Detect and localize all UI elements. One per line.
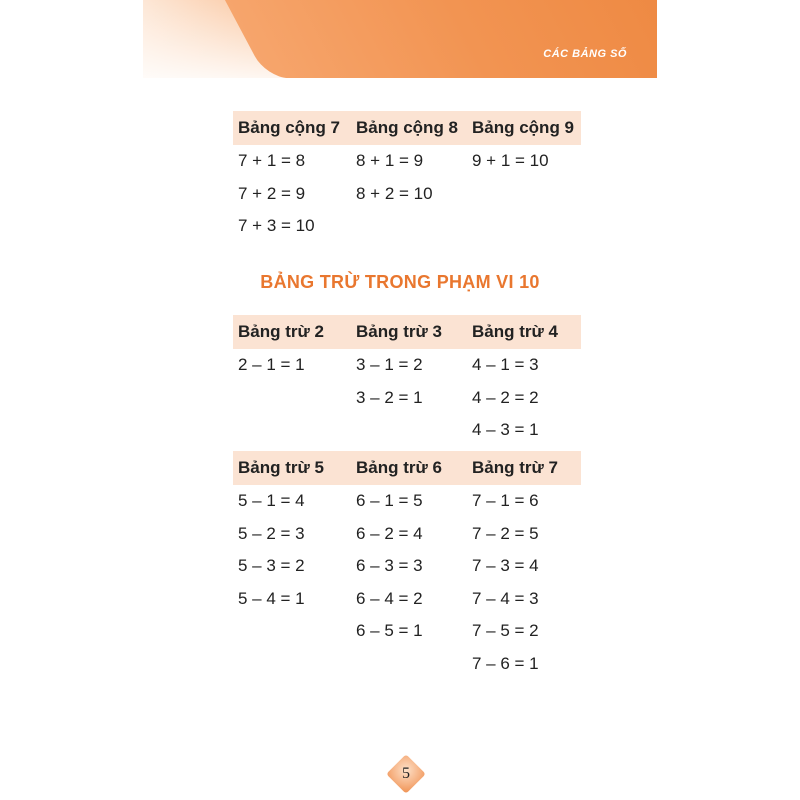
- equation-cell: 8 + 2 = 10: [356, 183, 433, 203]
- equation-cell: 8 + 1 = 9: [356, 151, 424, 170]
- table-header-row: [233, 315, 581, 349]
- table-body: [233, 349, 581, 447]
- subtraction-table-2: [233, 451, 581, 680]
- equation-cell: 4 – 3 = 1: [472, 420, 539, 439]
- table-column: [233, 145, 351, 243]
- table-column: [351, 145, 467, 243]
- table-header-row: [233, 451, 581, 485]
- page-number: 5: [402, 765, 410, 782]
- table-column: [467, 485, 581, 680]
- equation-cell: 5 – 1 = 4: [238, 491, 305, 510]
- equation-cell: 7 – 6 = 1: [472, 653, 539, 673]
- addition-table: [233, 111, 581, 243]
- column-header: Bảng cộng 9: [472, 118, 575, 137]
- table-body: [233, 145, 581, 243]
- column-header: Bảng cộng 7: [238, 118, 341, 137]
- column-header: Bảng trừ 6: [356, 458, 442, 477]
- table-column: [233, 485, 351, 680]
- equation-cell: 7 – 3 = 4: [472, 556, 539, 575]
- equation-cell: 7 – 2 = 5: [472, 523, 539, 543]
- table-column: [351, 349, 467, 447]
- equation-cell: 9 + 1 = 10: [472, 151, 549, 170]
- equation-cell: 7 + 1 = 8: [238, 151, 306, 170]
- equation-cell: 2 – 1 = 1: [238, 355, 305, 374]
- table-column: [351, 485, 467, 680]
- equation-cell: 6 – 2 = 4: [356, 523, 423, 543]
- equation-cell: 6 – 5 = 1: [356, 621, 423, 640]
- equation-cell: 6 – 3 = 3: [356, 556, 423, 575]
- table-header-row: [233, 111, 581, 145]
- column-header: Bảng cộng 8: [356, 118, 459, 137]
- column-header: Bảng trừ 5: [238, 458, 324, 477]
- column-header: Bảng trừ 3: [356, 322, 442, 341]
- equation-cell: 7 – 1 = 6: [472, 491, 539, 510]
- table-column: [467, 145, 581, 243]
- equation-cell: 5 – 2 = 3: [238, 523, 305, 543]
- equation-cell: 7 + 2 = 9: [238, 183, 306, 203]
- equation-cell: 7 – 5 = 2: [472, 621, 539, 640]
- banner-tab-shape: [220, 0, 657, 78]
- header-banner: [143, 0, 657, 78]
- table-column: [467, 349, 581, 447]
- section-title: BẢNG TRỪ TRONG PHẠM VI 10: [260, 272, 540, 292]
- equation-cell: 3 – 1 = 2: [356, 355, 423, 374]
- equation-cell: 3 – 2 = 1: [356, 387, 423, 407]
- equation-cell: 4 – 2 = 2: [472, 387, 539, 407]
- equation-cell: 6 – 4 = 2: [356, 588, 423, 608]
- equation-cell: 4 – 1 = 3: [472, 355, 539, 374]
- column-header: Bảng trừ 7: [472, 458, 558, 477]
- equation-cell: 5 – 3 = 2: [238, 556, 305, 575]
- column-header: Bảng trừ 4: [472, 322, 558, 341]
- equation-cell: 7 – 4 = 3: [472, 588, 539, 608]
- equation-cell: 7 + 3 = 10: [238, 216, 315, 235]
- subtraction-table-1: [233, 315, 581, 447]
- equation-cell: 5 – 4 = 1: [238, 588, 305, 608]
- table-body: [233, 485, 581, 680]
- page-number-badge: [388, 756, 424, 792]
- equation-cell: 6 – 1 = 5: [356, 491, 423, 510]
- column-header: Bảng trừ 2: [238, 322, 324, 341]
- running-header-title: CÁC BẢNG SỐ: [543, 48, 627, 60]
- table-column: [233, 349, 351, 447]
